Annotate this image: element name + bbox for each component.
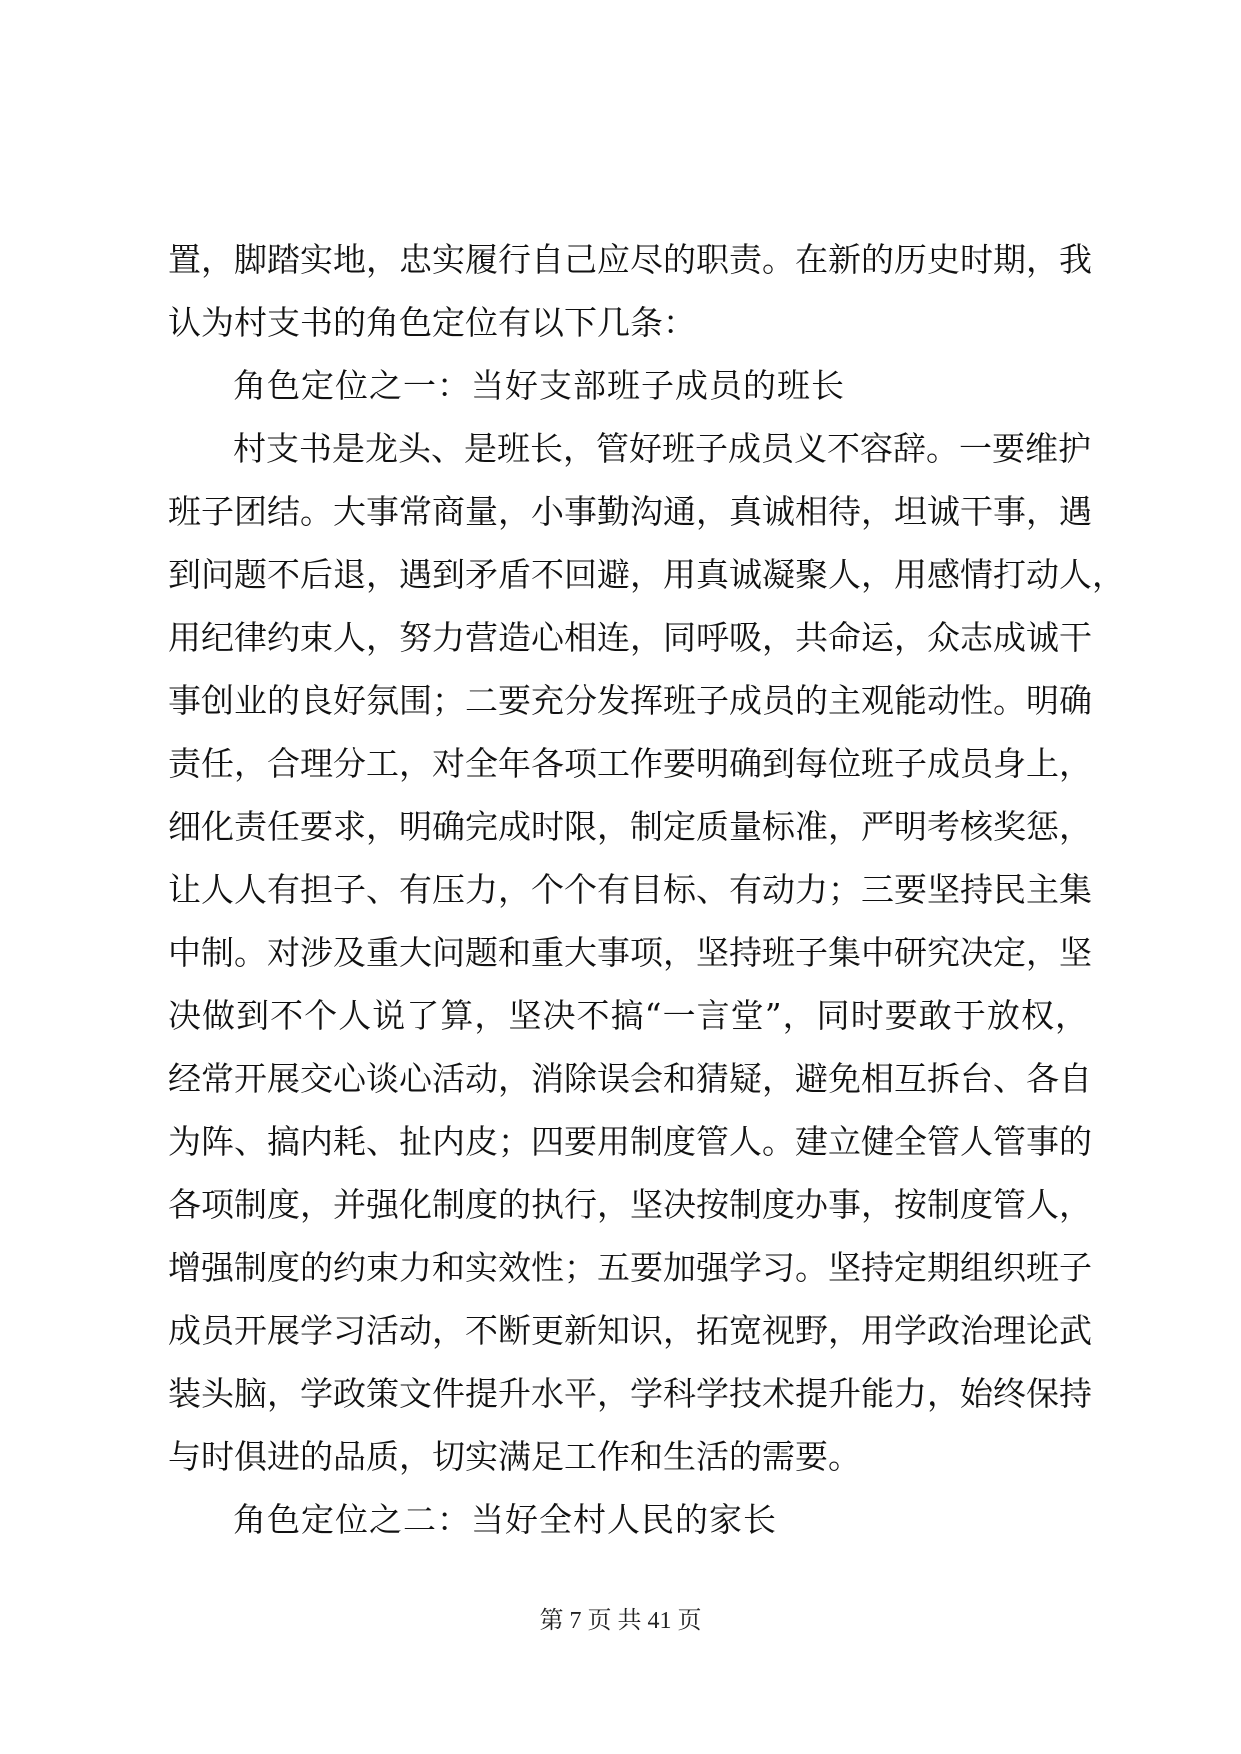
section-heading: 角色定位之二：当好全村人民的家长 bbox=[233, 1500, 777, 1539]
paragraph-line: 认为村支书的角色定位有以下几条： bbox=[168, 303, 696, 342]
paragraph-line: 各项制度，并强化制度的执行，坚决按制度办事，按制度管人， bbox=[168, 1185, 1092, 1224]
paragraph-line: 让人人有担子、有压力，个个有目标、有动力；三要坚持民主集 bbox=[168, 870, 1092, 909]
paragraph-line: 细化责任要求，明确完成时限，制定质量标准，严明考核奖惩， bbox=[168, 807, 1092, 846]
paragraph-line: 村支书是龙头、是班长，管好班子成员义不容辞。一要维护 bbox=[233, 429, 1091, 468]
paragraph-line: 与时俱进的品质，切实满足工作和生活的需要。 bbox=[168, 1437, 861, 1476]
paragraph-line: 为阵、搞内耗、扯内皮；四要用制度管人。建立健全管人管事的 bbox=[168, 1122, 1092, 1161]
paragraph-line: 装头脑，学政策文件提升水平，学科学技术提升能力，始终保持 bbox=[168, 1374, 1092, 1413]
paragraph-line: 经常开展交心谈心活动，消除误会和猜疑，避免相互拆台、各自 bbox=[168, 1059, 1092, 1098]
page-number-footer: 第 7 页 共 41 页 bbox=[539, 1608, 702, 1634]
section-heading: 角色定位之一：当好支部班子成员的班长 bbox=[233, 366, 845, 405]
paragraph-line: 用纪律约束人，努力营造心相连，同呼吸，共命运，众志成诚干 bbox=[168, 618, 1092, 657]
paragraph-line: 到问题不后退，遇到矛盾不回避，用真诚凝聚人，用感情打动人， bbox=[168, 555, 1125, 594]
paragraph-line: 决做到不个人说了算，坚决不搞“一言堂”，同时要敢于放权， bbox=[168, 996, 1088, 1035]
paragraph-line: 责任，合理分工，对全年各项工作要明确到每位班子成员身上， bbox=[168, 744, 1092, 783]
paragraph-line: 置，脚踏实地，忠实履行自己应尽的职责。在新的历史时期，我 bbox=[168, 240, 1092, 279]
paragraph-line: 增强制度的约束力和实效性；五要加强学习。坚持定期组织班子 bbox=[168, 1248, 1092, 1287]
paragraph-line: 中制。对涉及重大问题和重大事项，坚持班子集中研究决定，坚 bbox=[168, 933, 1092, 972]
paragraph-line: 事创业的良好氛围；二要充分发挥班子成员的主观能动性。明确 bbox=[168, 681, 1092, 720]
paragraph-line: 成员开展学习活动，不断更新知识，拓宽视野，用学政治理论武 bbox=[168, 1311, 1092, 1350]
paragraph-line: 班子团结。大事常商量，小事勤沟通，真诚相待，坦诚干事，遇 bbox=[168, 492, 1092, 531]
